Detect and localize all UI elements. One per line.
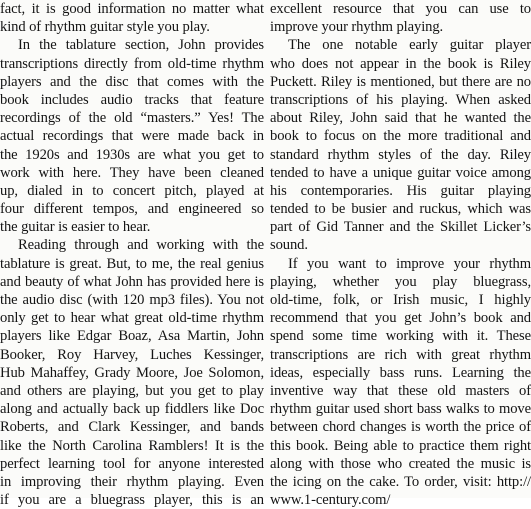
right-column-text-line: recommend that you get John’s book and: [270, 310, 531, 327]
left-text-column: [0, 0, 264, 509]
right-column-text-line: sound.: [270, 237, 308, 254]
right-column-text-line: old-time, folk, or Irish music, I highly: [270, 292, 531, 308]
right-column-text-line: improve your rhythm playing.: [270, 19, 444, 36]
left-column-text-line: actual recordings that were made back in: [0, 128, 264, 145]
left-column-text-line: Hub Mahaffey, Grady Moore, Joe Solomon,: [0, 364, 264, 381]
left-column-text-line: if you are a bluegrass player, this is an: [0, 492, 264, 509]
left-column-text-line: and others are playing, but you get to play: [0, 382, 264, 399]
left-column-text-line: the 1920s and 1930s are what you get to: [0, 146, 264, 163]
right-column-text-line: part of Gid Tanner and the Skillet Licker’s: [270, 219, 531, 236]
left-column-text-line: kind of rhythm guitar style you play.: [0, 19, 210, 36]
left-column-text-line: along and actually back up fiddlers like Doc: [0, 401, 264, 418]
right-column-text-line: rhythm guitar used short bass walks to move: [270, 401, 531, 418]
right-column-text-line: tended to have a unique guitar voice among: [270, 164, 531, 181]
right-column-text-line: Puckett. Riley is mentioned, but there are no: [270, 73, 531, 90]
right-text-column: [270, 0, 531, 509]
right-column-text-line: about Riley, John said that he wanted the: [270, 110, 531, 127]
left-column-text-line: perfect learning tool for anyone interested: [0, 455, 264, 472]
left-column-text-line: work with here. They have been cleaned: [0, 164, 264, 181]
left-column-text-line: up, dialed in to concert pitch, played at: [0, 182, 264, 199]
right-column-text-line: excellent resource that you can use to: [270, 1, 531, 17]
left-column-text-line: fact, it is good information no matter what: [0, 1, 264, 17]
right-column-text-line: between chord changes is worth the price of: [270, 419, 531, 436]
left-column-text-line: players like Edgar Boaz, Asa Martin, John: [0, 328, 264, 345]
left-column-text-line: like the North Carolina Ramblers! It is the: [0, 437, 264, 454]
left-column-text-line: players and the disc that comes with the: [0, 73, 264, 90]
right-column-text-line: transcriptions are rich with great rhythm: [270, 346, 531, 363]
right-column-text-line: who does not appear in the book is Riley: [270, 55, 531, 72]
right-column-text-line: this book. Being able to practice them right: [270, 437, 531, 454]
left-column-text-line: Roberts, and Clark Kessinger, and bands: [0, 419, 264, 436]
left-column-text-line: book includes audio tracks that feature: [0, 91, 264, 108]
left-column-text-line: tablature is great. But, to me, the real genius: [0, 255, 264, 272]
left-column-text-line: the audio disc (with 120 mp3 files). You not: [0, 292, 264, 308]
right-column-text-line: The one notable early guitar player: [288, 37, 531, 54]
left-column-text-line: four different tempos, and engineered so: [0, 201, 264, 218]
right-column-text-line: book to focus on the more traditional and: [270, 128, 531, 145]
right-column-text-line: playing, whether you play bluegrass,: [270, 273, 531, 290]
right-column-text-line: ideas, especially bass runs. Learning the: [270, 364, 531, 381]
left-column-text-line: the guitar is easier to hear.: [0, 219, 151, 236]
right-column-text-line: the icing on the cake. To order, visit: http://: [270, 473, 531, 490]
left-column-text-line: Booker, Roy Harvey, Luches Kessinger,: [0, 346, 264, 363]
left-column-text-line: transcriptions directly from old-time rhythm: [0, 55, 264, 72]
left-column-text-line: only get to hear what great old-time rhythm: [0, 310, 264, 327]
left-column-text-line: and beauty of what John has provided here is: [0, 273, 264, 290]
left-column-text-line: in improving their rhythm playing. Even: [0, 473, 264, 490]
right-column-text-line: tended to be busier and ruckus, which was: [270, 201, 531, 218]
right-column-text-line: If you want to improve your rhythm: [288, 255, 531, 272]
right-column-text-line: www.1-century.com/: [270, 492, 391, 509]
right-column-text-line: along with those who created the music is: [270, 455, 531, 472]
right-column-text-line: standard rhythm styles of the day. Riley: [270, 146, 531, 163]
left-column-text-line: Reading through and working with the: [18, 237, 264, 254]
right-column-text-line: inventive way that these old masters of: [270, 382, 531, 399]
right-column-text-line: his contemporaries. His guitar playing: [270, 182, 531, 199]
left-column-text-line: In the tablature section, John provides: [18, 37, 264, 54]
left-column-text-line: recordings of the old “masters.” Yes! The: [0, 110, 264, 127]
right-column-text-line: transcriptions of his playing. When asked: [270, 91, 531, 108]
right-column-text-line: spend some time working with it. These: [270, 328, 531, 345]
